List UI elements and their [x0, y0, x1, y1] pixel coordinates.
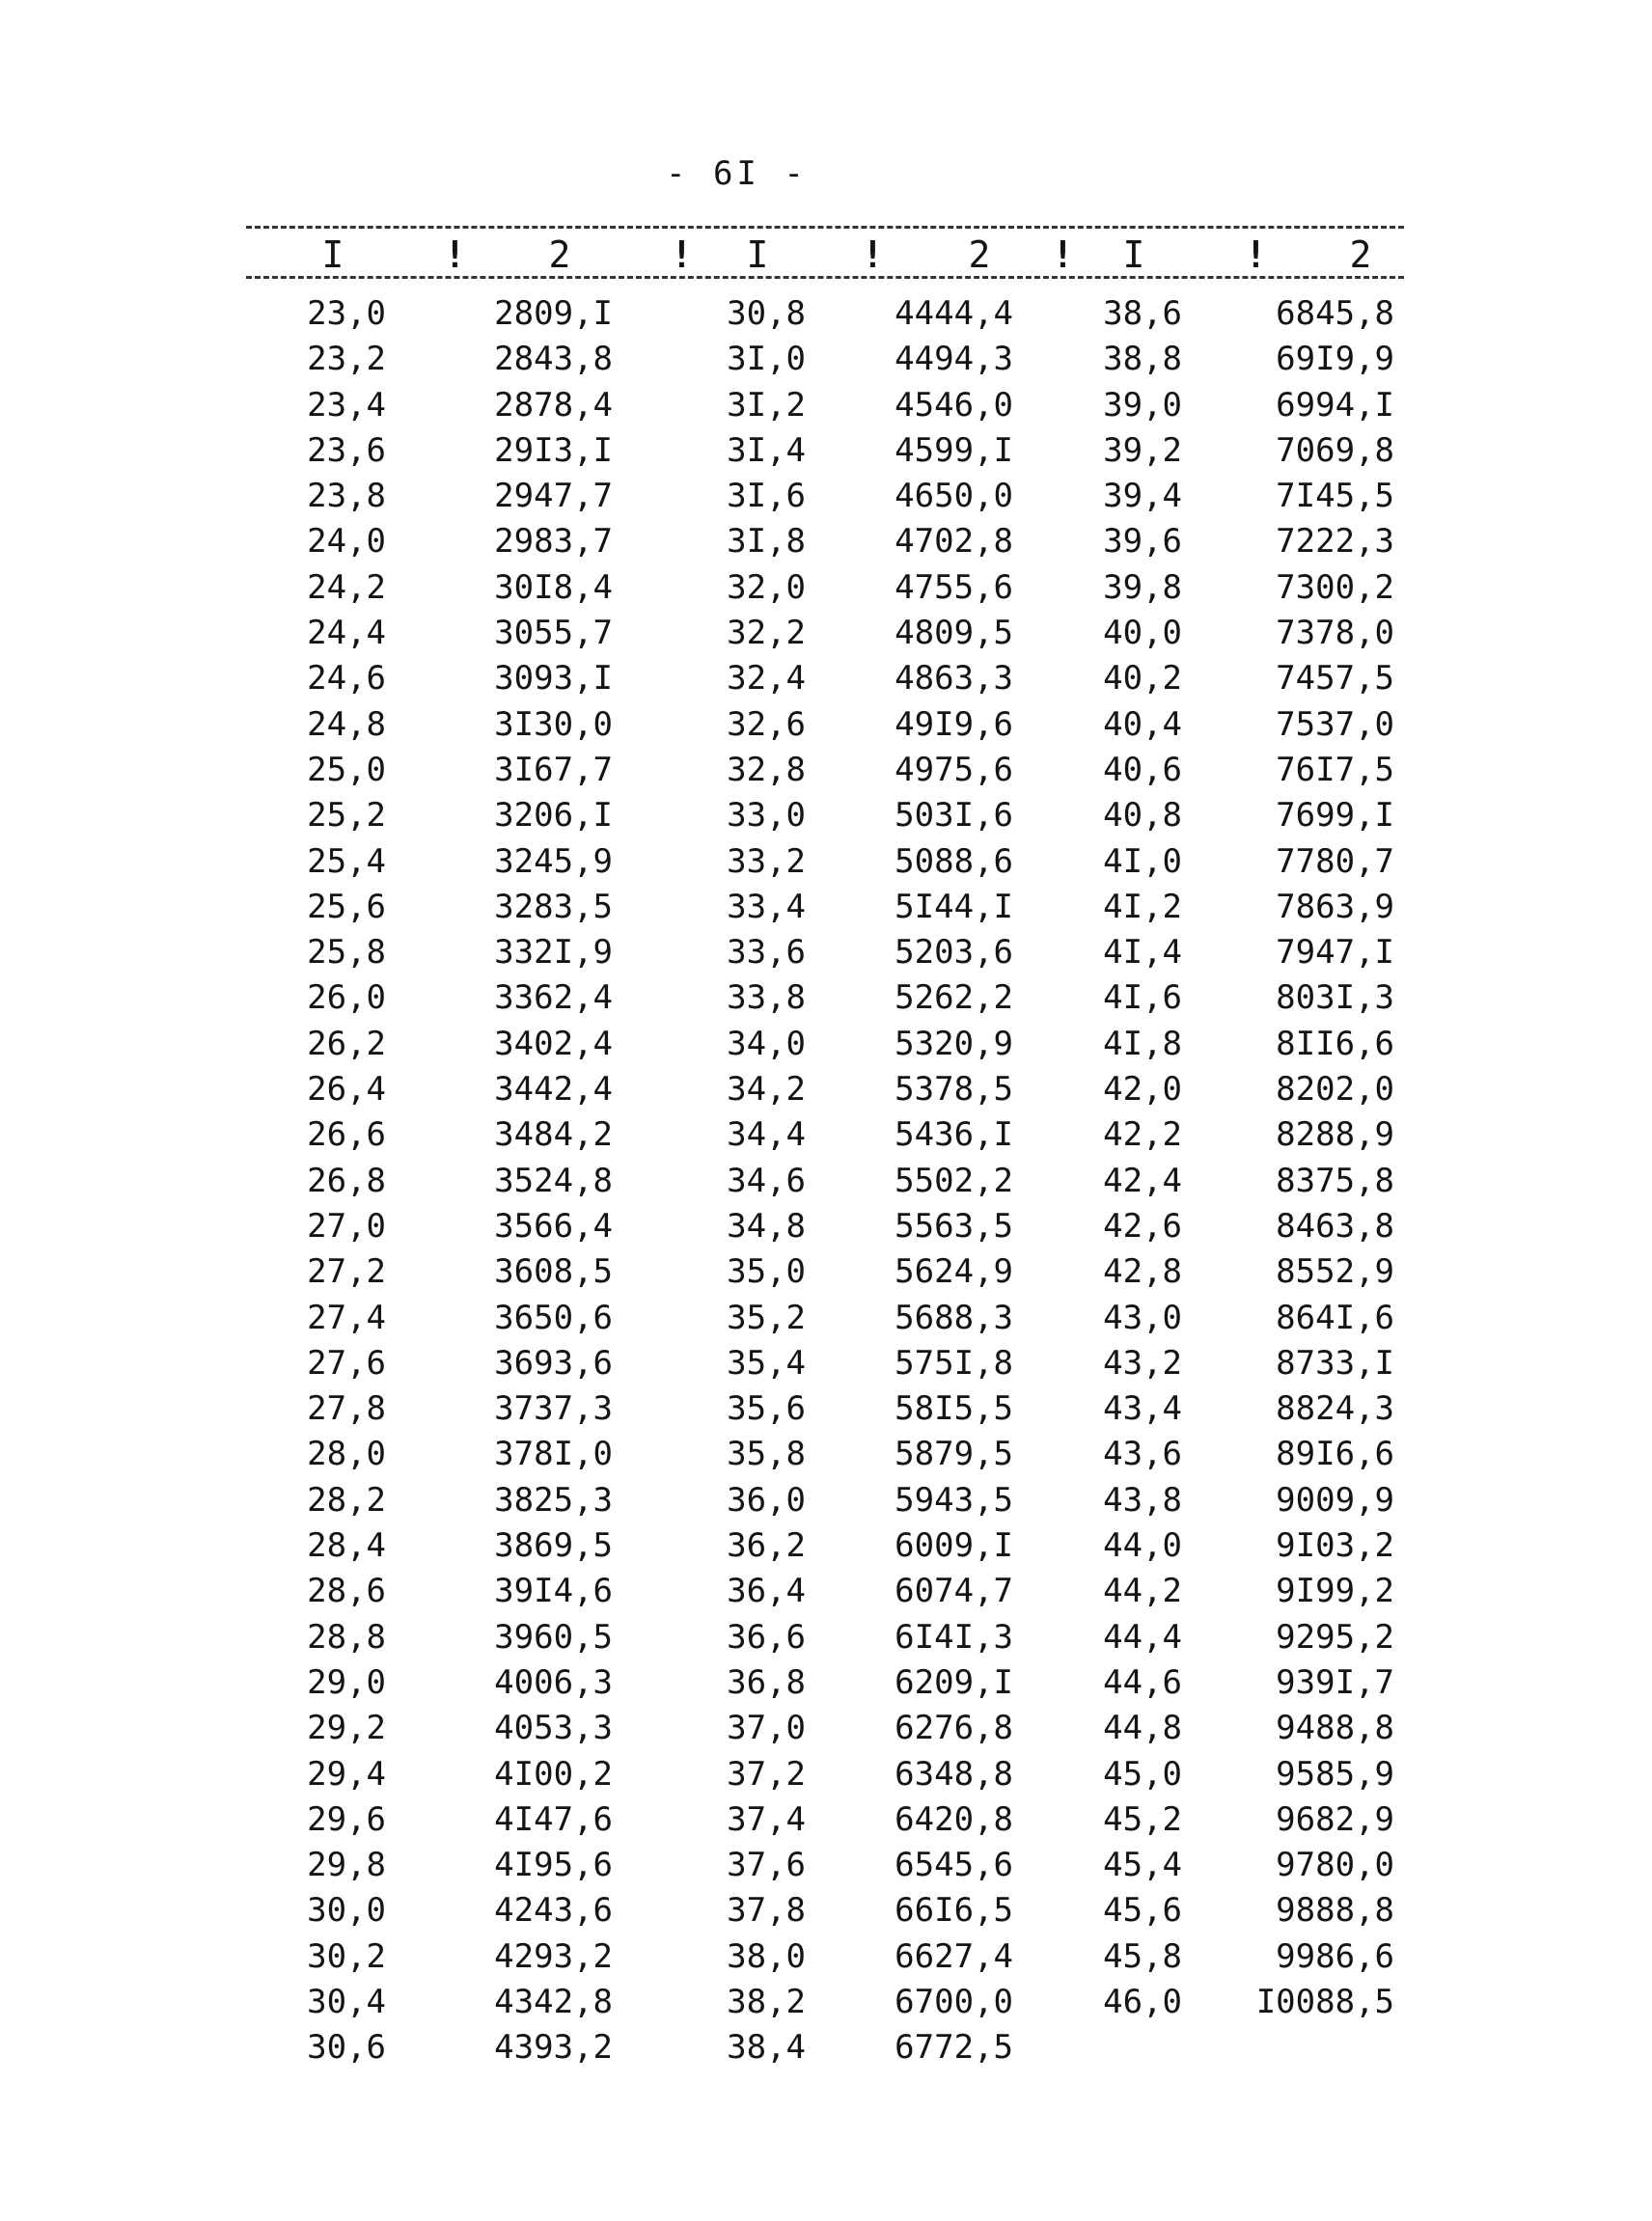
table-cell: 5563,5	[895, 1206, 1013, 1246]
table-cell: 69I9,9	[1276, 340, 1394, 379]
table-cell: 6420,8	[895, 1799, 1013, 1839]
table-cell: 25,8	[307, 933, 386, 973]
table-cell: 7378,0	[1276, 614, 1394, 653]
table-cell: 35,0	[727, 1252, 806, 1292]
table-cell: 37,8	[727, 1891, 806, 1931]
table-cell: 45,4	[1103, 1846, 1182, 1885]
table-cell: 35,6	[727, 1389, 806, 1429]
table-cell: 43,0	[1103, 1298, 1182, 1337]
table-cell: 6700,0	[895, 1982, 1013, 2021]
table-cell: 37,2	[727, 1754, 806, 1794]
table-cell: 27,8	[307, 1389, 386, 1429]
table-cell: 6772,5	[895, 2028, 1013, 2068]
table-cell: 39,6	[1103, 522, 1182, 562]
table-cell: 30,0	[307, 1891, 386, 1931]
header-col-2: 2	[548, 233, 571, 276]
table-cell: 27,0	[307, 1206, 386, 1246]
table-cell: 3737,3	[494, 1389, 613, 1429]
table-cell: 39,4	[1103, 477, 1182, 516]
table-cell: 5688,3	[895, 1298, 1013, 1337]
header-col-5: I	[1122, 233, 1145, 276]
table-cell: 25,6	[307, 887, 386, 926]
table-column	[1071, 291, 1182, 2025]
table-cell: 37,6	[727, 1846, 806, 1885]
table-cell: 25,0	[307, 750, 386, 789]
table-cell: 40,0	[1103, 614, 1182, 653]
table-cell: 28,8	[307, 1617, 386, 1657]
table-cell: 29,8	[307, 1846, 386, 1885]
table-cell: 39I4,6	[494, 1572, 613, 1611]
table-cell: 36,8	[727, 1662, 806, 1702]
table-cell: 3960,5	[494, 1617, 613, 1657]
table-cell: 4809,5	[895, 614, 1013, 653]
table-cell: 35,2	[727, 1298, 806, 1337]
table-cell: 8202,0	[1276, 1070, 1394, 1110]
table-cell: 5088,6	[895, 841, 1013, 881]
table-cell: 26,0	[307, 978, 386, 1018]
table-cell: 26,4	[307, 1070, 386, 1110]
table-cell: 8II6,6	[1276, 1024, 1394, 1063]
table-cell: 9009,9	[1276, 1480, 1394, 1520]
table-cell: 3I,0	[727, 340, 806, 379]
table-cell: 5320,9	[895, 1024, 1013, 1063]
table-cell: 2983,7	[494, 522, 613, 562]
table-cell: 39,0	[1103, 385, 1182, 425]
table-cell: 45,0	[1103, 1754, 1182, 1794]
table-cell: 3I,6	[727, 477, 806, 516]
table-cell: 3442,4	[494, 1070, 613, 1110]
table-cell: 30I8,4	[494, 567, 613, 607]
table-cell: 44,4	[1103, 1617, 1182, 1657]
table-cell: 7699,I	[1276, 796, 1394, 836]
table-cell: 7300,2	[1276, 567, 1394, 607]
table-cell: 42,0	[1103, 1070, 1182, 1110]
table-cell: 38,0	[727, 1936, 806, 1976]
header-col-6: 2	[1349, 233, 1372, 276]
table-cell: 36,0	[727, 1480, 806, 1520]
table-column	[454, 291, 613, 2071]
table-cell: 34,2	[727, 1070, 806, 1110]
table-cell: 7I45,5	[1276, 477, 1394, 516]
table-cell: 9I03,2	[1276, 1526, 1394, 1566]
table-cell: 2947,7	[494, 477, 613, 516]
page-number: - 6I -	[666, 154, 808, 193]
table-cell: 33,4	[727, 887, 806, 926]
table-cell: 3283,5	[494, 887, 613, 926]
table-cell: 28,2	[307, 1480, 386, 1520]
table-cell: 3608,5	[494, 1252, 613, 1292]
table-cell: 43,4	[1103, 1389, 1182, 1429]
table-cell: 49I9,6	[895, 704, 1013, 744]
table-cell: 32,2	[727, 614, 806, 653]
header-col-4: 2	[968, 233, 991, 276]
table-cell: 5502,2	[895, 1161, 1013, 1200]
table-cell: 34,8	[727, 1206, 806, 1246]
table-cell: 9488,8	[1276, 1709, 1394, 1748]
table-cell: 9682,9	[1276, 1799, 1394, 1839]
table-cell: 9I99,2	[1276, 1572, 1394, 1611]
table-cell: 6627,4	[895, 1936, 1013, 1976]
table-cell: 23,4	[307, 385, 386, 425]
table-cell: 44,2	[1103, 1572, 1182, 1611]
table-cell: 5436,I	[895, 1115, 1013, 1155]
table-cell: 44,8	[1103, 1709, 1182, 1748]
table-cell: 378I,0	[494, 1435, 613, 1474]
header-separator: !	[671, 233, 693, 276]
table-cell: 9295,2	[1276, 1617, 1394, 1657]
table-cell: 42,2	[1103, 1115, 1182, 1155]
table-cell: 42,6	[1103, 1206, 1182, 1246]
table-cell: 23,2	[307, 340, 386, 379]
table-cell: 38,4	[727, 2028, 806, 2068]
table-cell: 43,6	[1103, 1435, 1182, 1474]
table-cell: 25,4	[307, 841, 386, 881]
table-cell: 45,8	[1103, 1936, 1182, 1976]
table-cell: 4975,6	[895, 750, 1013, 789]
table-cell: 44,6	[1103, 1662, 1182, 1702]
table-cell: 4053,3	[494, 1709, 613, 1748]
table-cell: 36,2	[727, 1526, 806, 1566]
table-cell: 3055,7	[494, 614, 613, 653]
table-cell: 4546,0	[895, 385, 1013, 425]
table-cell: 5943,5	[895, 1480, 1013, 1520]
table-cell: 40,2	[1103, 659, 1182, 699]
table-cell: 24,6	[307, 659, 386, 699]
table-cell: 32,0	[727, 567, 806, 607]
table-cell: 76I7,5	[1276, 750, 1394, 789]
table-cell: 4I,0	[1103, 841, 1182, 881]
table-cell: 3I,2	[727, 385, 806, 425]
table-cell: 34,4	[727, 1115, 806, 1155]
table-cell: 6074,7	[895, 1572, 1013, 1611]
table-cell: 26,8	[307, 1161, 386, 1200]
table-cell: 4702,8	[895, 522, 1013, 562]
table-cell: 9888,8	[1276, 1891, 1394, 1931]
table-cell: 8824,3	[1276, 1389, 1394, 1429]
table-cell: 46,0	[1103, 1982, 1182, 2021]
table-cell: 7947,I	[1276, 933, 1394, 973]
table-cell: 30,6	[307, 2028, 386, 2068]
table-cell: 6I4I,3	[895, 1617, 1013, 1657]
table-cell: 4863,3	[895, 659, 1013, 699]
table-cell: 39,8	[1103, 567, 1182, 607]
table-cell: 332I,9	[494, 933, 613, 973]
table-cell: 3245,9	[494, 841, 613, 881]
header-separator: !	[862, 233, 884, 276]
table-cell: 4I00,2	[494, 1754, 613, 1794]
table-cell: 5378,5	[895, 1070, 1013, 1110]
table-cell: 37,0	[727, 1709, 806, 1748]
table-cell: 8463,8	[1276, 1206, 1394, 1246]
table-cell: 2843,8	[494, 340, 613, 379]
table-cell: 7780,7	[1276, 841, 1394, 881]
table-cell: 7537,0	[1276, 704, 1394, 744]
table-cell: 25,2	[307, 796, 386, 836]
table-cell: 575I,8	[895, 1343, 1013, 1383]
table-cell: 3402,4	[494, 1024, 613, 1063]
table-cell: 864I,6	[1276, 1298, 1394, 1337]
table-cell: 503I,6	[895, 796, 1013, 836]
table-cell: 29,4	[307, 1754, 386, 1794]
table-cell: 3206,I	[494, 796, 613, 836]
table-cell: 5203,6	[895, 933, 1013, 973]
table-cell: 3650,6	[494, 1298, 613, 1337]
table-cell: 5262,2	[895, 978, 1013, 1018]
table-cell: 34,6	[727, 1161, 806, 1200]
table-cell: 8375,8	[1276, 1161, 1394, 1200]
table-column	[695, 291, 806, 2071]
table-cell: 4599,I	[895, 430, 1013, 470]
table-cell: 36,6	[727, 1617, 806, 1657]
table-cell: 27,2	[307, 1252, 386, 1292]
table-cell: 2878,4	[494, 385, 613, 425]
table-cell: 36,4	[727, 1572, 806, 1611]
table-cell: 3566,4	[494, 1206, 613, 1246]
table-cell: 4755,6	[895, 567, 1013, 607]
table-cell: 5879,5	[895, 1435, 1013, 1474]
table-cell: 9986,6	[1276, 1936, 1394, 1976]
table-cell: 29,6	[307, 1799, 386, 1839]
table-cell: 24,0	[307, 522, 386, 562]
table-cell: 44,0	[1103, 1526, 1182, 1566]
table-cell: 30,2	[307, 1936, 386, 1976]
table-cell: 33,0	[727, 796, 806, 836]
table-cell: 29,2	[307, 1709, 386, 1748]
header-separator: !	[1052, 233, 1074, 276]
table-cell: 28,0	[307, 1435, 386, 1474]
table-cell: 66I6,5	[895, 1891, 1013, 1931]
table-cell: 29,0	[307, 1662, 386, 1702]
table-cell: 58I5,5	[895, 1389, 1013, 1429]
table-column	[270, 291, 386, 2071]
table-cell: 3693,6	[494, 1343, 613, 1383]
table-cell: 43,8	[1103, 1480, 1182, 1520]
table-cell: 4I95,6	[494, 1846, 613, 1885]
table-cell: 45,6	[1103, 1891, 1182, 1931]
table-cell: 4342,8	[494, 1982, 613, 2021]
table-cell: 43,2	[1103, 1343, 1182, 1383]
table-cell: 23,0	[307, 294, 386, 333]
table-cell: 40,8	[1103, 796, 1182, 836]
table-cell: 7457,5	[1276, 659, 1394, 699]
table-cell: 7863,9	[1276, 887, 1394, 926]
table-cell: 35,4	[727, 1343, 806, 1383]
table-column	[1230, 291, 1394, 2025]
table-cell: 27,6	[307, 1343, 386, 1383]
table-cell: 37,4	[727, 1799, 806, 1839]
table-cell: 34,0	[727, 1024, 806, 1063]
table-cell: 33,2	[727, 841, 806, 881]
table-cell: 33,6	[727, 933, 806, 973]
table-cell: 33,8	[727, 978, 806, 1018]
table-cell: 32,8	[727, 750, 806, 789]
table-cell: 39,2	[1103, 430, 1182, 470]
table-cell: 28,6	[307, 1572, 386, 1611]
table-cell: 27,4	[307, 1298, 386, 1337]
table-cell: 30,8	[727, 294, 806, 333]
table-cell: 40,4	[1103, 704, 1182, 744]
table-cell: 5I44,I	[895, 887, 1013, 926]
table-cell: 3I,8	[727, 522, 806, 562]
header-col-1: I	[321, 233, 344, 276]
table-cell: 23,6	[307, 430, 386, 470]
table-cell: 3I,4	[727, 430, 806, 470]
table-cell: 3869,5	[494, 1526, 613, 1566]
header-separator: !	[444, 233, 466, 276]
table-cell: 4393,2	[494, 2028, 613, 2068]
table-cell: I0088,5	[1255, 1982, 1394, 2021]
table-cell: 4650,0	[895, 477, 1013, 516]
table-cell: 3484,2	[494, 1115, 613, 1155]
table-cell: 5624,9	[895, 1252, 1013, 1292]
table-cell: 803I,3	[1276, 978, 1394, 1018]
table-cell: 8288,9	[1276, 1115, 1394, 1155]
table-cell: 26,6	[307, 1115, 386, 1155]
table-cell: 38,2	[727, 1982, 806, 2021]
table-cell: 89I6,6	[1276, 1435, 1394, 1474]
table-cell: 3825,3	[494, 1480, 613, 1520]
table-cell: 29I3,I	[494, 430, 613, 470]
table-cell: 6009,I	[895, 1526, 1013, 1566]
table-cell: 6276,8	[895, 1709, 1013, 1748]
table-cell: 42,4	[1103, 1161, 1182, 1200]
table-cell: 4I,8	[1103, 1024, 1182, 1063]
table-cell: 3I67,7	[494, 750, 613, 789]
table-cell: 4I,2	[1103, 887, 1182, 926]
table-cell: 32,4	[727, 659, 806, 699]
table-cell: 6545,6	[895, 1846, 1013, 1885]
table-cell: 30,4	[307, 1982, 386, 2021]
table-cell: 6348,8	[895, 1754, 1013, 1794]
table-cell: 23,8	[307, 477, 386, 516]
table-cell: 4I,4	[1103, 933, 1182, 973]
table-cell: 4444,4	[895, 294, 1013, 333]
table-cell: 6845,8	[1276, 294, 1394, 333]
table-cell: 26,2	[307, 1024, 386, 1063]
header-separator: !	[1245, 233, 1267, 276]
table-cell: 9585,9	[1276, 1754, 1394, 1794]
table-cell: 6994,I	[1276, 385, 1394, 425]
table-cell: 42,8	[1103, 1252, 1182, 1292]
table-cell: 4I,6	[1103, 978, 1182, 1018]
table-cell: 8733,I	[1276, 1343, 1394, 1383]
table-cell: 28,4	[307, 1526, 386, 1566]
table-cell: 4006,3	[494, 1662, 613, 1702]
table-header-rule	[246, 276, 1404, 279]
table-top-rule	[246, 226, 1404, 229]
table-cell: 4494,3	[895, 340, 1013, 379]
table-cell: 35,8	[727, 1435, 806, 1474]
table-cell: 4293,2	[494, 1936, 613, 1976]
table-cell: 38,6	[1103, 294, 1182, 333]
table-cell: 32,6	[727, 704, 806, 744]
table-cell: 8552,9	[1276, 1252, 1394, 1292]
header-col-3: I	[746, 233, 769, 276]
table-cell: 7222,3	[1276, 522, 1394, 562]
table-cell: 24,2	[307, 567, 386, 607]
table-cell: 3I30,0	[494, 704, 613, 744]
table-cell: 9780,0	[1276, 1846, 1394, 1885]
table-cell: 7069,8	[1276, 430, 1394, 470]
table-cell: 939I,7	[1276, 1662, 1394, 1702]
table-cell: 40,6	[1103, 750, 1182, 789]
table-cell: 4I47,6	[494, 1799, 613, 1839]
table-cell: 3093,I	[494, 659, 613, 699]
table-cell: 4243,6	[494, 1891, 613, 1931]
table-cell: 24,4	[307, 614, 386, 653]
table-cell: 3524,8	[494, 1161, 613, 1200]
table-column	[854, 291, 1013, 2071]
table-cell: 6209,I	[895, 1662, 1013, 1702]
table-cell: 45,2	[1103, 1799, 1182, 1839]
table-cell: 2809,I	[494, 294, 613, 333]
table-cell: 3362,4	[494, 978, 613, 1018]
table-cell: 24,8	[307, 704, 386, 744]
table-cell: 38,8	[1103, 340, 1182, 379]
